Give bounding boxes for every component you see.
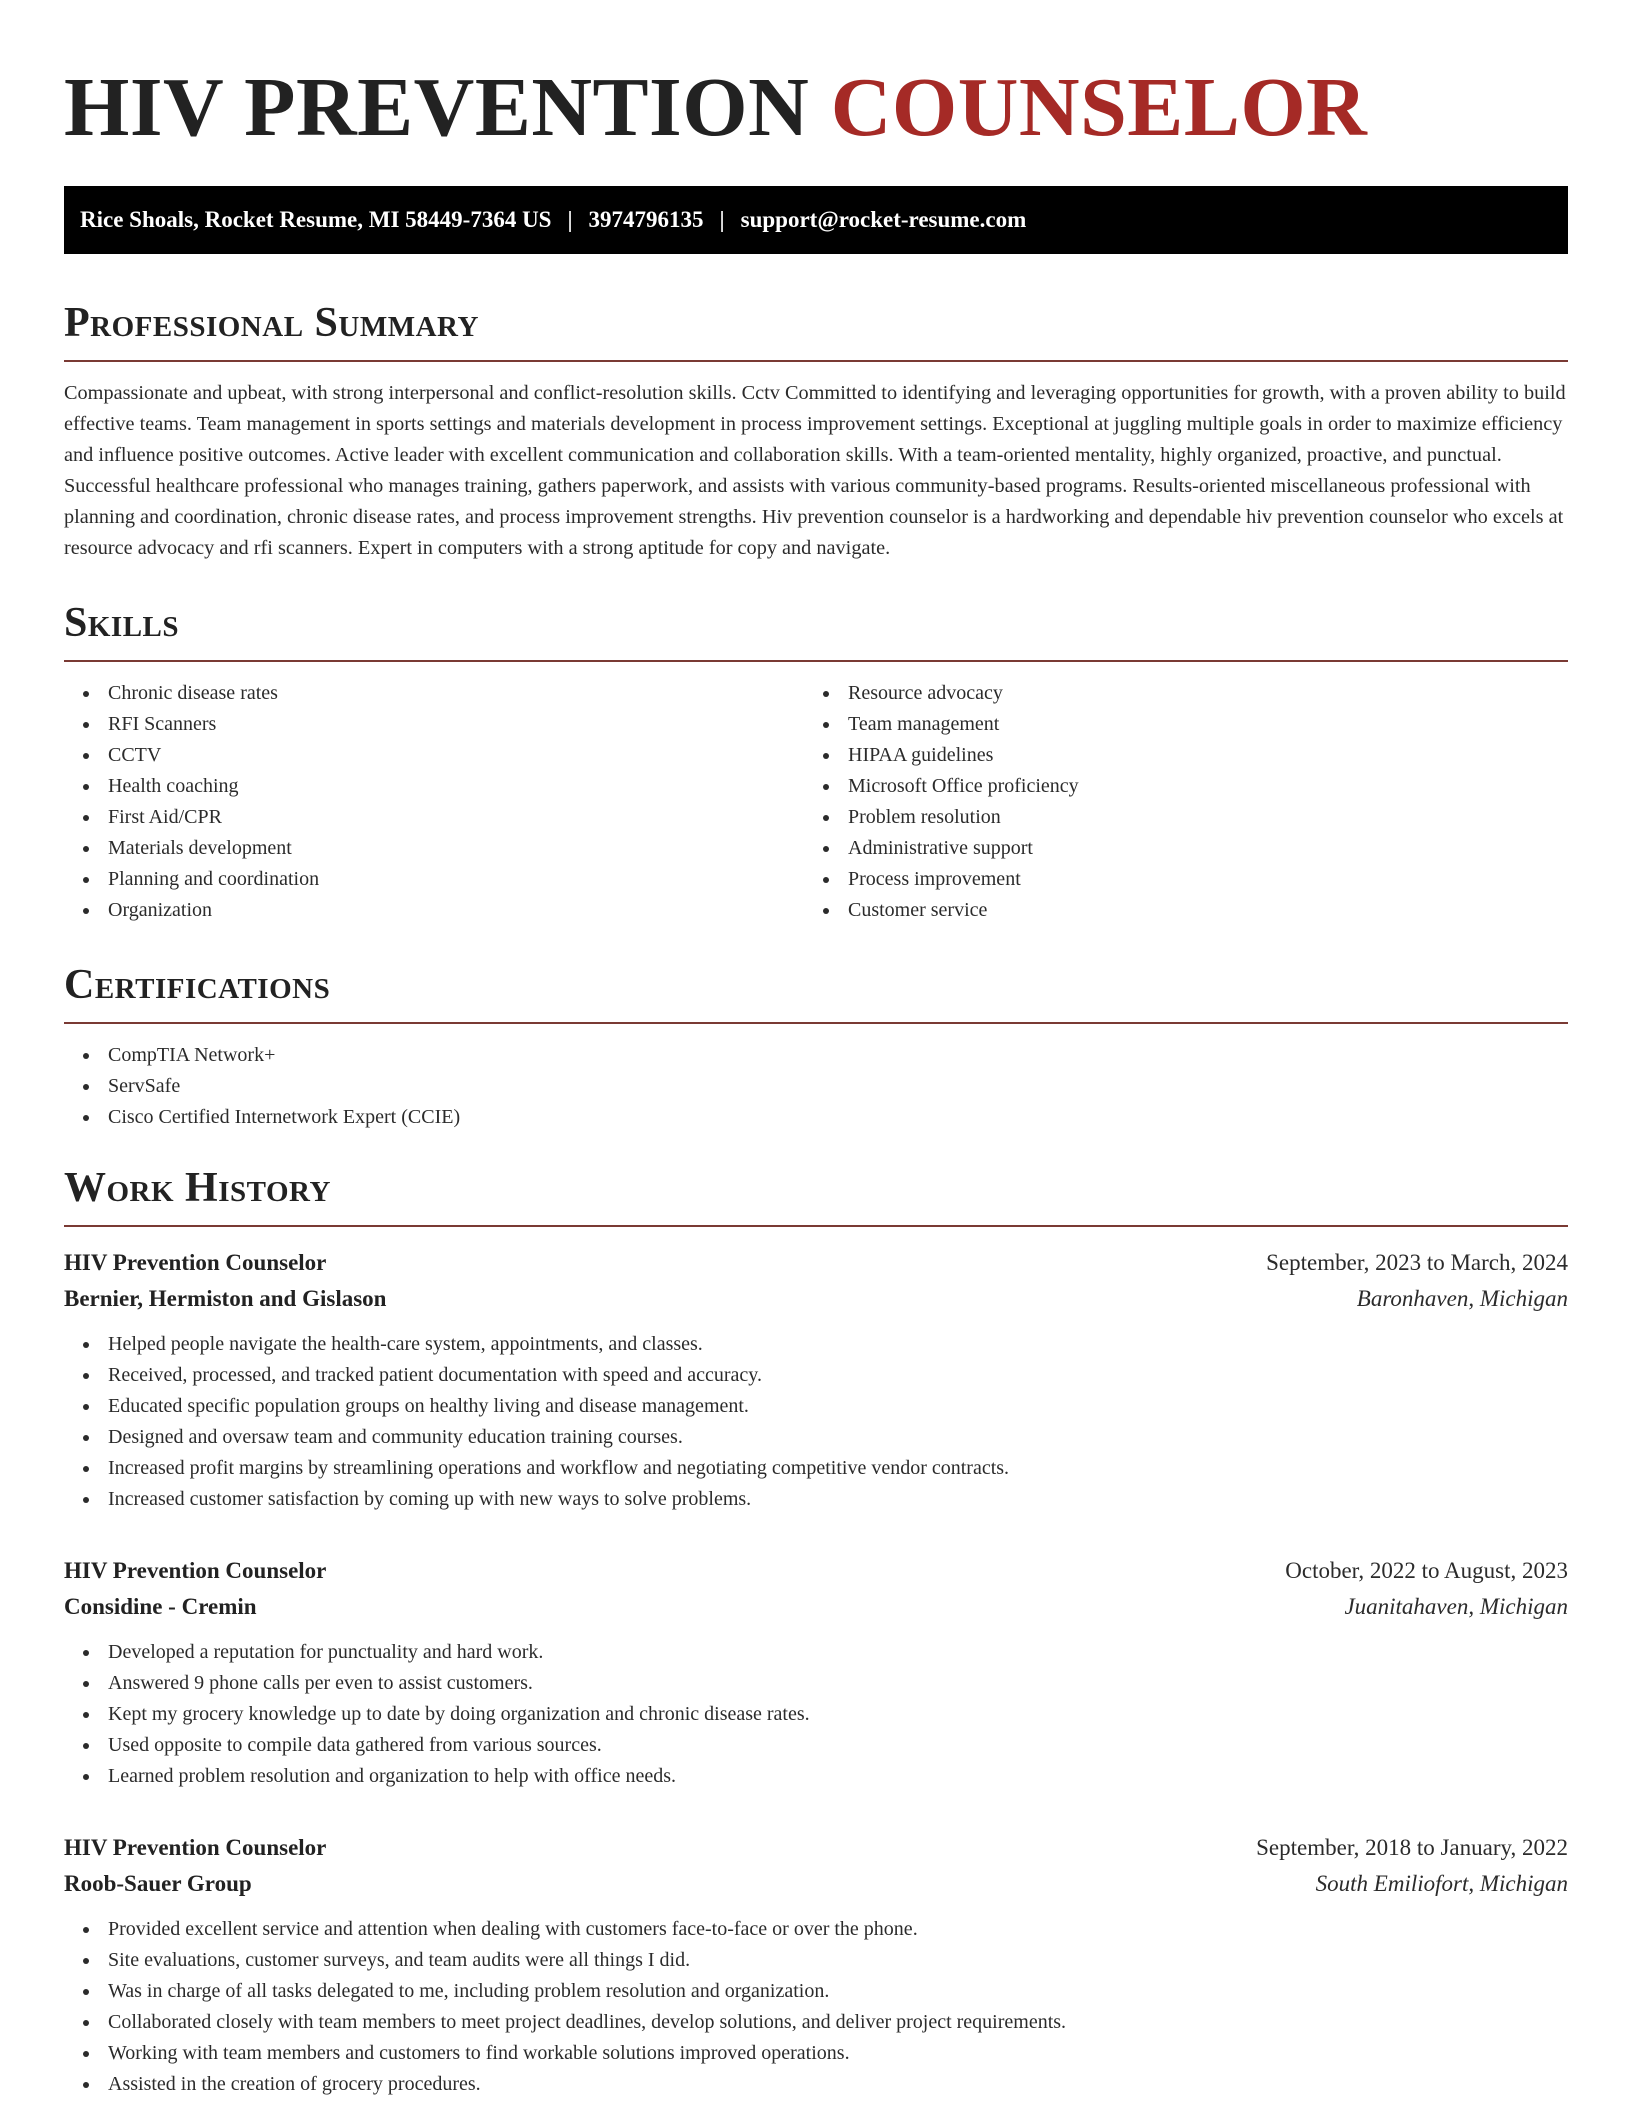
summary-text: Compassionate and upbeat, with strong interpersonal and conflict-resolution skills. Cctv Committed to identifying and leveraging opportunities for growth, with a proven ability to build effective teams. Team management in sports settings and materials development in process improvement settings. Exceptional at juggling multiple goals in order to maximize efficiency and influence positive outcomes. Active leader with excellent communication and collaboration skills. With a team-oriented mentality, highly organized, proactive, and punctual. Successful healthcare professional who manages training, gathers paperwork, and assists with various community-based programs. Results-oriented miscellaneous professional with planning and coordination, chronic disease rates, and process improvement strengths. Hiv prevention counselor is a hardworking and dependable hiv prevention counselor who excels at resource advocacy and rfi scanners. Expert in computers with a strong aptitude for copy and navigate. [64, 382, 1566, 559]
job-duty-item: Used opposite to compile data gathered from various sources. [64, 1730, 1568, 1761]
job-duty-item: Increased profit margins by streamlining operations and workflow and negotiating competitive vendor contracts. [64, 1453, 1568, 1484]
name-accent: COUNSELOR [830, 61, 1368, 154]
section-title-certifications: Certifications [64, 962, 331, 1008]
skill-item: Problem resolution [804, 802, 1544, 833]
job-duties [64, 1329, 1568, 1515]
name-first: HIV PREVENTION [64, 61, 810, 154]
skills-grid [64, 678, 1568, 926]
job-duty-item: Working with team members and customers to find workable solutions improved operations. [64, 2038, 1568, 2069]
summary-section [64, 302, 1568, 564]
contact-address: Rice Shoals, Rocket Resume, MI 58449-7364 US [80, 207, 552, 232]
contact-phone: 3974796135 [588, 207, 704, 232]
job-entry [64, 1245, 1568, 1515]
section-divider [64, 1022, 1568, 1024]
job-duties [64, 1637, 1568, 1792]
certification-item: Cisco Certified Internetwork Expert (CCIE) [64, 1102, 1568, 1133]
job-duty-item: Helped people navigate the health-care system, appointments, and classes. [64, 1329, 1568, 1360]
job-title: HIV Prevention Counselor [64, 1558, 327, 1583]
skill-item: Health coaching [64, 771, 804, 802]
job-subheader [64, 1589, 1568, 1625]
skill-item: HIPAA guidelines [804, 740, 1544, 771]
skill-item: CCTV [64, 740, 804, 771]
contact-bar [64, 186, 1568, 254]
certification-item: ServSafe [64, 1071, 1568, 1102]
job-company: Bernier, Hermiston and Gislason [64, 1286, 387, 1311]
skills-list-right [804, 678, 1544, 926]
skill-item: Microsoft Office proficiency [804, 771, 1544, 802]
job-subheader [64, 1866, 1568, 1902]
resume-name [64, 61, 1568, 154]
work-history-section [64, 1167, 1568, 2100]
section-title-skills: Skills [64, 600, 180, 646]
certifications-section [64, 964, 1568, 1133]
job-duty-item: Received, processed, and tracked patient documentation with speed and accuracy. [64, 1360, 1568, 1391]
job-duties [64, 1914, 1568, 2100]
job-duty-item: Assisted in the creation of grocery procedures. [64, 2069, 1568, 2100]
job-entry [64, 1830, 1568, 2100]
job-dates: September, 2018 to January, 2022 [1256, 1835, 1568, 1860]
skill-item: Team management [804, 709, 1544, 740]
job-location: Baronhaven, Michigan [1356, 1286, 1568, 1311]
skill-item: Organization [64, 895, 804, 926]
certification-item: CompTIA Network+ [64, 1040, 1568, 1071]
job-location: Juanitahaven, Michigan [1344, 1594, 1568, 1619]
job-duty-item: Answered 9 phone calls per even to assist customers. [64, 1668, 1568, 1699]
contact-separator: | [567, 207, 573, 232]
skill-item: First Aid/CPR [64, 802, 804, 833]
section-divider [64, 660, 1568, 662]
skill-item: Materials development [64, 833, 804, 864]
job-duty-item: Provided excellent service and attention when dealing with customers face-to-face or over the phone. [64, 1914, 1568, 1945]
contact-email: support@rocket-resume.com [740, 207, 1027, 232]
skill-item: Customer service [804, 895, 1544, 926]
job-title: HIV Prevention Counselor [64, 1835, 327, 1860]
job-duty-item: Site evaluations, customer surveys, and team audits were all things I did. [64, 1945, 1568, 1976]
job-duty-item: Educated specific population groups on healthy living and disease management. [64, 1391, 1568, 1422]
section-title-work-history: Work History [64, 1165, 331, 1211]
job-company: Roob-Sauer Group [64, 1871, 252, 1896]
skill-item: Planning and coordination [64, 864, 804, 895]
job-company: Considine - Cremin [64, 1594, 257, 1619]
skill-item: Process improvement [804, 864, 1544, 895]
job-header [64, 1830, 1568, 1866]
job-dates: October, 2022 to August, 2023 [1285, 1558, 1568, 1583]
skills-section [64, 602, 1568, 926]
section-divider [64, 1225, 1568, 1227]
job-header [64, 1553, 1568, 1589]
skill-item: Chronic disease rates [64, 678, 804, 709]
job-duty-item: Designed and oversaw team and community education training courses. [64, 1422, 1568, 1453]
job-duty-item: Kept my grocery knowledge up to date by doing organization and chronic disease rates. [64, 1699, 1568, 1730]
job-dates: September, 2023 to March, 2024 [1266, 1250, 1568, 1275]
job-subheader [64, 1281, 1568, 1317]
job-location: South Emiliofort, Michigan [1315, 1871, 1568, 1896]
skill-item: RFI Scanners [64, 709, 804, 740]
section-divider [64, 360, 1568, 362]
skill-item: Administrative support [804, 833, 1544, 864]
job-duty-item: Was in charge of all tasks delegated to me, including problem resolution and organization. [64, 1976, 1568, 2007]
job-duty-item: Developed a reputation for punctuality and hard work. [64, 1637, 1568, 1668]
skill-item: Resource advocacy [804, 678, 1544, 709]
job-duty-item: Collaborated closely with team members to meet project deadlines, develop solutions, and deliver project requirements. [64, 2007, 1568, 2038]
job-header [64, 1245, 1568, 1281]
contact-separator: | [719, 207, 725, 232]
certifications-list [64, 1040, 1568, 1133]
job-entry [64, 1553, 1568, 1792]
job-duty-item: Learned problem resolution and organization to help with office needs. [64, 1761, 1568, 1792]
job-title: HIV Prevention Counselor [64, 1250, 327, 1275]
job-duty-item: Increased customer satisfaction by coming up with new ways to solve problems. [64, 1484, 1568, 1515]
skills-list-left [64, 678, 804, 926]
section-title-summary: Professional Summary [64, 300, 479, 346]
